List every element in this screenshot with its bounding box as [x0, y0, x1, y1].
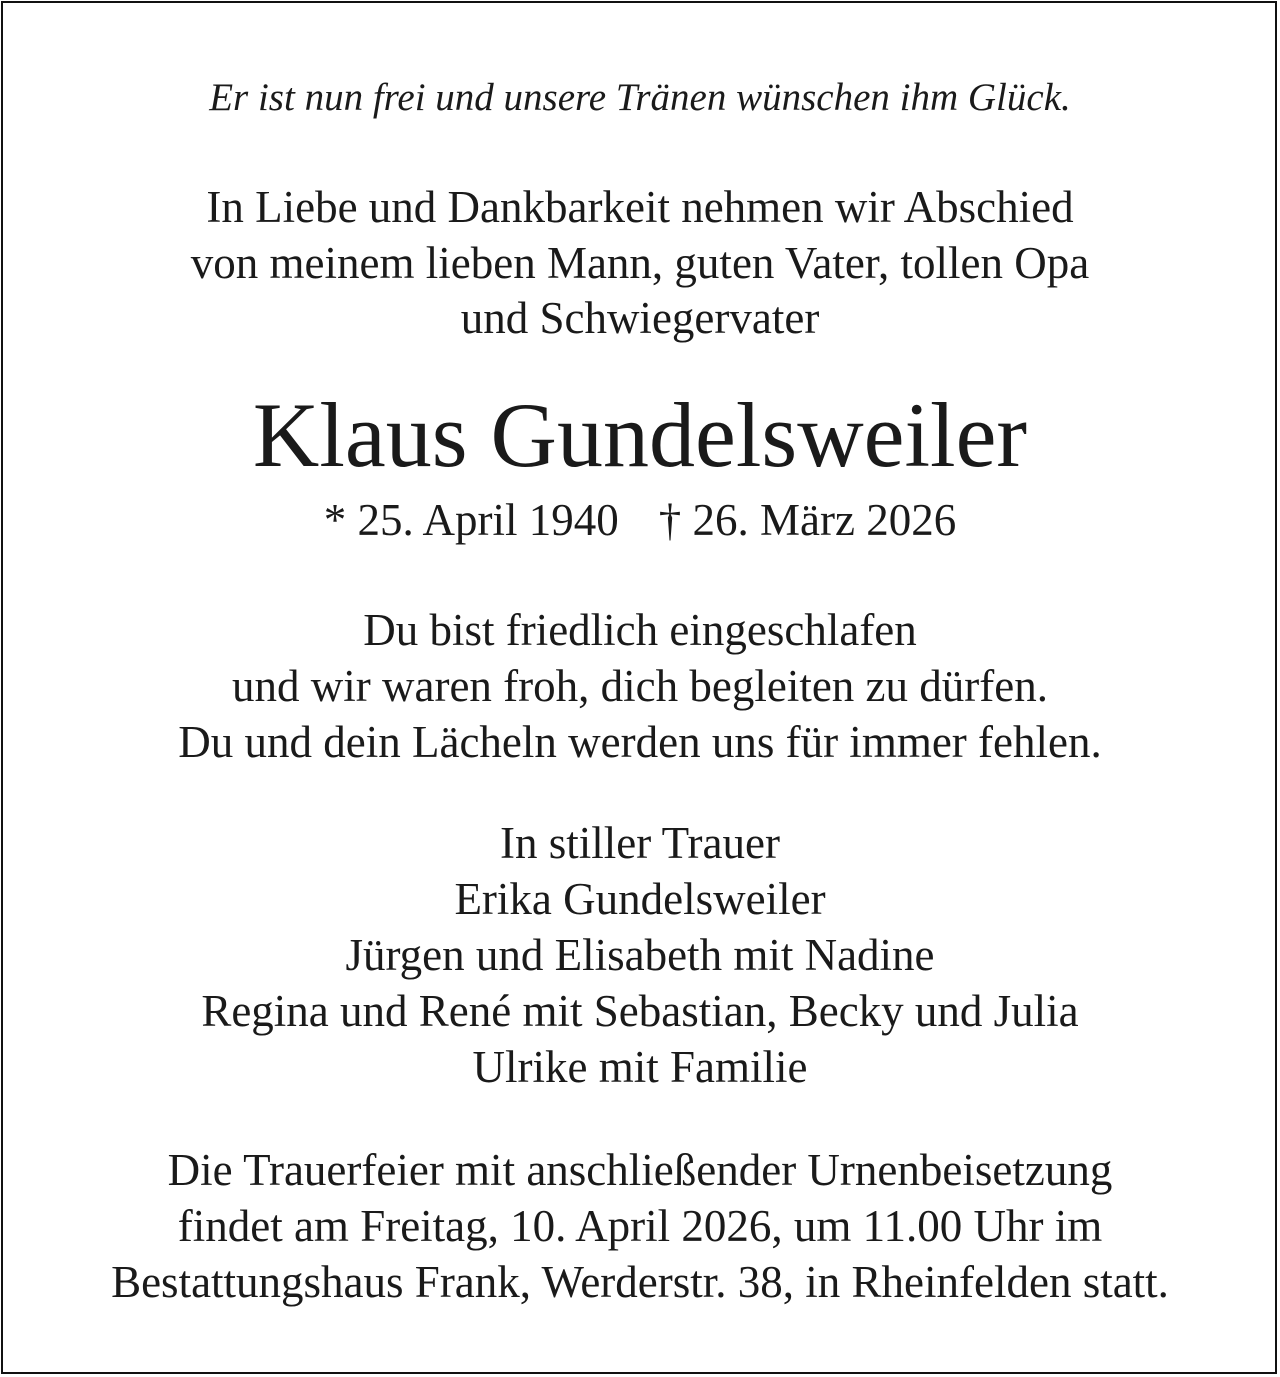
- service-line: Bestattungshaus Frank, Werderstr. 38, in Rheinfelden statt.: [111, 1257, 1169, 1307]
- service-info: [0, 1142, 1280, 1310]
- mourner-name: Jürgen und Elisabeth mit Nadine: [345, 930, 935, 980]
- poem-line: Du und dein Lächeln werden uns für immer fehlen.: [178, 717, 1102, 767]
- mourners-heading: In stiller Trauer: [500, 818, 780, 868]
- mourner-name: Ulrike mit Familie: [472, 1042, 808, 1092]
- mourner-name: Erika Gundelsweiler: [454, 874, 826, 924]
- intro-line: und Schwiegervater: [460, 293, 820, 343]
- birth-date: * 25. April 1940: [323, 495, 619, 545]
- motto-quote: Er ist nun frei und unsere Tränen wünschen ihm Glück.: [209, 76, 1071, 119]
- poem-text: [0, 602, 1280, 770]
- death-date: † 26. März 2026: [658, 495, 957, 545]
- service-line: findet am Freitag, 10. April 2026, um 11.00 Uhr im: [177, 1201, 1103, 1251]
- life-dates: [0, 492, 1280, 548]
- deceased-name: Klaus Gundelsweiler: [252, 384, 1028, 486]
- service-line: Die Trauerfeier mit anschließender Urnenbeisetzung: [167, 1145, 1113, 1195]
- mourners-list: [0, 815, 1280, 1095]
- intro-line: von meinem lieben Mann, guten Vater, tollen Opa: [190, 237, 1090, 288]
- intro-line: In Liebe und Dankbarkeit nehmen wir Abschied: [206, 182, 1074, 232]
- mourner-name: Regina und René mit Sebastian, Becky und Julia: [201, 986, 1079, 1036]
- poem-line: und wir waren froh, dich begleiten zu dürfen.: [232, 661, 1048, 711]
- intro-text: [0, 180, 1280, 347]
- poem-line: Du bist friedlich eingeschlafen: [363, 605, 917, 655]
